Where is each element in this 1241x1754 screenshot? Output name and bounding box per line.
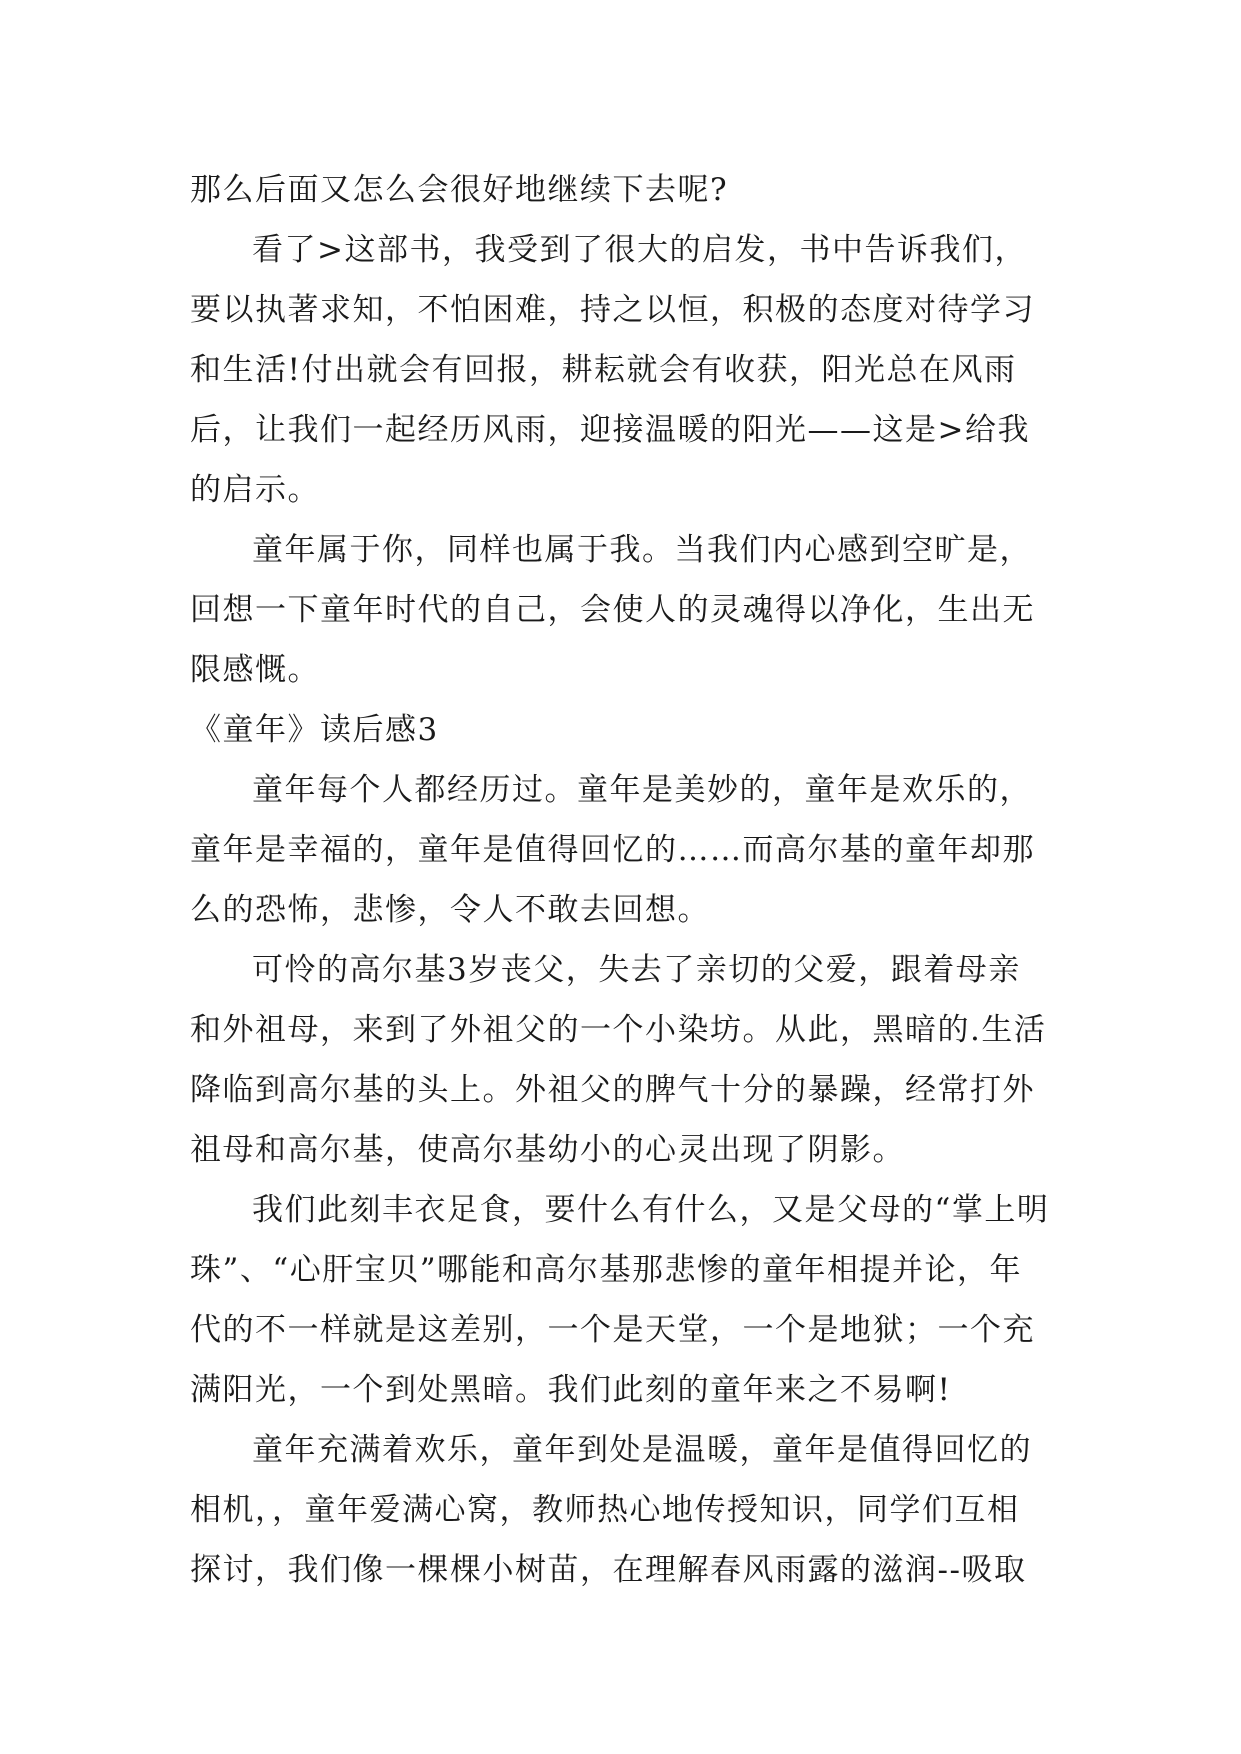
paragraph-everyone-experienced: 童年每个人都经历过。童年是美妙的，童年是欢乐的，童年是幸福的，童年是值得回忆的……而高尔基的童年却那么的恐怖，悲惨，令人不敢去回想。	[190, 772, 1035, 928]
section-title: 《童年》读后感3	[190, 712, 439, 748]
paragraph-continuation: 那么后面又怎么会很好地继续下去呢?	[190, 172, 729, 208]
paragraph-inspiration: 看了>这部书，我受到了很大的启发，书中告诉我们，要以执著求知，不怕困难，持之以恒，积极的态度对待学习和生活!付出就会有回报，耕耘就会有收获，阳光总在风雨后，让我们一起经历风雨，迎接温暖的阳光——这是>给我的启示。	[190, 232, 1035, 508]
paragraph-childhood-belongs: 童年属于你，同样也属于我。当我们内心感到空旷是，回想一下童年时代的自己，会使人的灵魂得以净化，生出无限感慨。	[190, 532, 1035, 688]
paragraph-gorky-childhood: 可怜的高尔基3岁丧父，失去了亲切的父爱，跟着母亲和外祖母，来到了外祖父的一个小染坊。从此，黑暗的.生活降临到高尔基的头上。外祖父的脾气十分的暴躁，经常打外祖母和高尔基，使高尔基幼小的心灵出现了阴影。	[190, 952, 1047, 1168]
document-body	[190, 160, 1050, 1600]
paragraph-comparison: 我们此刻丰衣足食，要什么有什么，又是父母的“掌上明珠”、“心肝宝贝”哪能和高尔基那悲惨的童年相提并论，年代的不一样就是这差别，一个是天堂，一个是地狱；一个充满阳光，一个到处黑暗。我们此刻的童年来之不易啊!	[190, 1192, 1050, 1408]
paragraph-childhood-joy: 童年充满着欢乐，童年到处是温暖，童年是值得回忆的相机，，童年爱满心窝，教师热心地传授知识，同学们互相探讨，我们像一棵棵小树苗，在理解春风雨露的滋润--吸取	[190, 1432, 1032, 1588]
